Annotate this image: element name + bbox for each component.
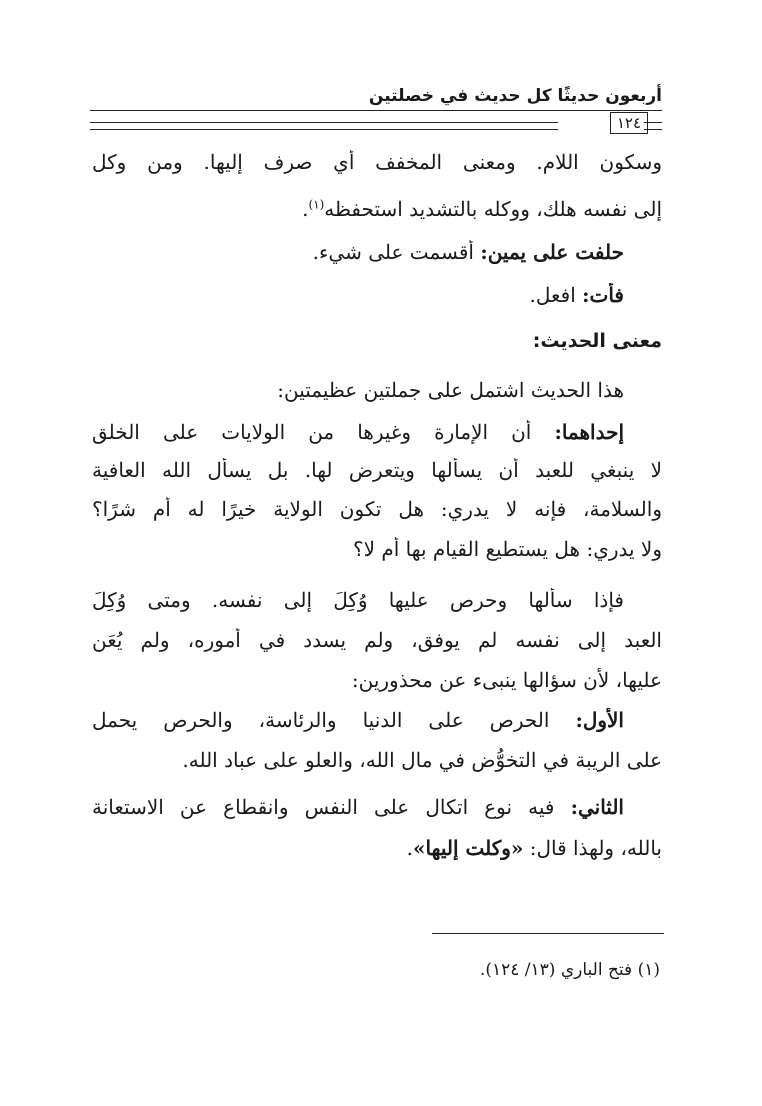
line-text: افعل.	[529, 283, 583, 307]
text-line-8	[92, 458, 662, 482]
footnote: (١) فتح الباري (١٣/ ١٢٤).	[479, 960, 660, 980]
footnote-marker[interactable]: (١)	[308, 197, 325, 212]
term-label: الثاني:	[570, 795, 624, 819]
text-line-6	[92, 378, 662, 402]
line-text: .	[406, 836, 414, 860]
text-line-7	[92, 420, 662, 444]
term-label: حلفت على يمين:	[480, 240, 624, 264]
line-text: الحرص على الدنيا والرئاسة، والحرص يحمل	[92, 708, 576, 732]
text-line-2	[92, 197, 662, 221]
text-line-3	[92, 240, 662, 264]
line-text: عليها، لأن سؤالها ينبىء عن محذورين:	[351, 668, 662, 692]
heading-text: معنى الحديث:	[532, 330, 662, 352]
text-line-14	[92, 708, 662, 732]
text-line-17	[92, 836, 662, 860]
term-label: إحداهما:	[554, 420, 624, 444]
text-line-12	[92, 628, 662, 652]
term-label: الأول:	[575, 708, 624, 732]
quoted-phrase: «وكلت إليها»	[413, 836, 524, 860]
text-line-13	[92, 668, 662, 692]
line-text: .	[302, 197, 309, 221]
line-text: أقسمت على شيء.	[312, 240, 481, 264]
page-header	[90, 86, 662, 134]
text-line-15	[92, 748, 662, 772]
page-number: ١٢٤	[610, 112, 648, 134]
line-text: وسكون اللام. ومعنى المخفف أي صرف إليها. ومن وكل	[92, 150, 662, 174]
line-text: إلى نفسه هلك، ووكله بالتشديد استحفظه	[324, 197, 662, 221]
header-dash	[644, 122, 662, 130]
text-line-9	[92, 497, 662, 521]
text-line-1	[92, 150, 662, 174]
header-ornament	[90, 116, 662, 134]
text-line-11	[92, 588, 662, 612]
text-line-16	[92, 795, 662, 819]
line-text: والسلامة، فإنه لا يدري: هل تكون الولاية خيرًا له أم شرًا؟	[92, 497, 662, 521]
line-text: فإذا سألها وحرص عليها وُكِلَ إلى نفسه. ومتى وُكِلَ	[92, 588, 624, 612]
line-text: العبد إلى نفسه لم يوفق، ولم يسدد في أموره، ولم يُعَن	[92, 628, 662, 652]
section-heading	[92, 328, 662, 352]
term-label: فأت:	[582, 283, 624, 307]
line-text: ولا يدري: هل يستطيع القيام بها أم لا؟	[352, 537, 662, 561]
text-line-4	[92, 283, 662, 307]
running-title: أربعون حديثًا كل حديث في خصلتين	[368, 86, 662, 106]
line-text: على الريبة في التخوُّض في مال الله، والعلو على عباد الله.	[182, 748, 662, 772]
line-text: فيه نوع اتكال على النفس وانقطاع عن الاستعانة	[92, 795, 571, 819]
footnote-rule	[432, 933, 664, 934]
line-text: لا ينبغي للعبد أن يسألها ويتعرض لها. بل يسأل الله العافية	[92, 458, 662, 482]
line-text: أن الإمارة وغيرها من الولايات على الخلق	[92, 420, 555, 444]
line-text: هذا الحديث اشتمل على جملتين عظيمتين:	[277, 378, 624, 402]
header-rule	[90, 110, 662, 111]
line-text: بالله، ولهذا قال:	[523, 836, 662, 860]
header-double-rule	[90, 122, 558, 130]
text-line-10	[92, 537, 662, 561]
